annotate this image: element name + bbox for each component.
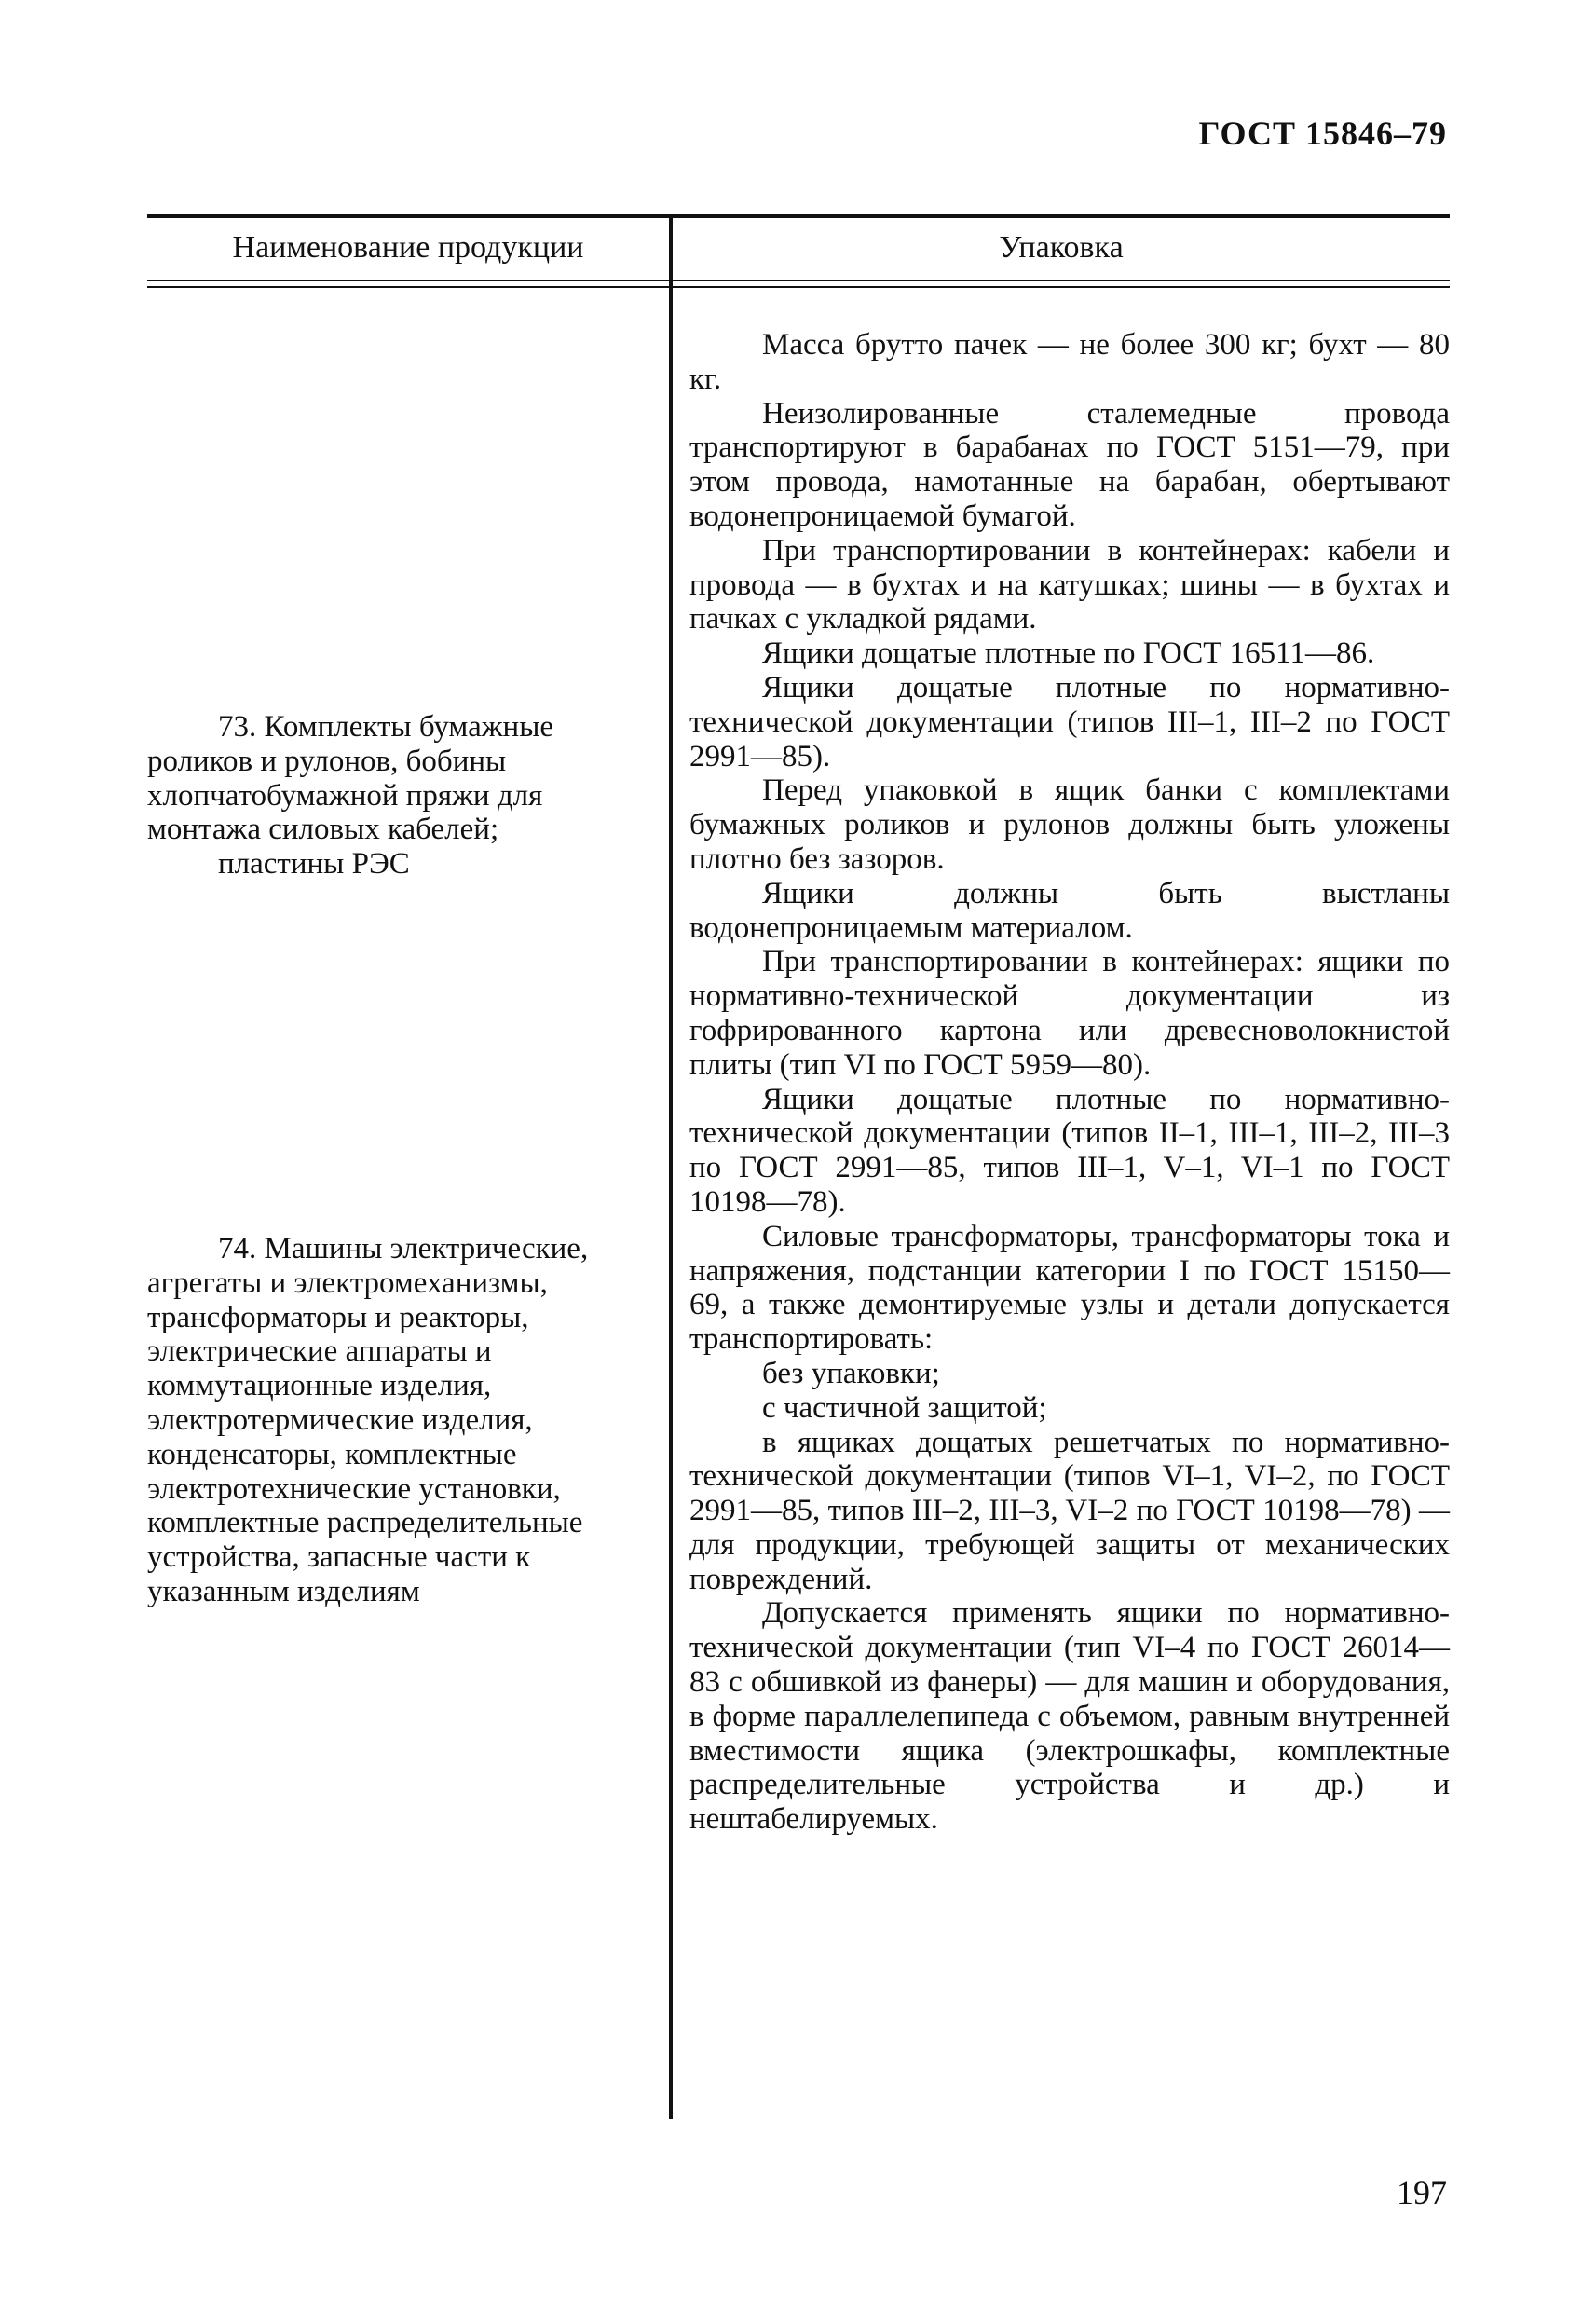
packaging-paragraph: Масса брутто пачек — не более 300 кг; бухт — 80 кг. (689, 328, 1450, 396)
column-header-product: Наименование продукции (232, 230, 584, 265)
packaging-paragraph: Ящики дощатые плотные по нормативно-технической документации (типов II–1, III–1, III–2, III–3 по ГОСТ 2991—85, типов III–1, V–1, VI–1 по ГОСТ 10198—78). (689, 1082, 1450, 1219)
product-item-73 (147, 710, 650, 882)
product-item-74 (147, 1232, 650, 1609)
table-top-rule (147, 214, 1450, 218)
column-divider (669, 214, 673, 2119)
product-item-73-subitem: пластины РЭС (218, 847, 410, 882)
packaging-paragraph: с частичной защитой; (762, 1390, 1047, 1425)
product-item-74-name: 74. Машины электрические, агрегаты и электромеханизмы, трансформаторы и реакторы, электрические аппараты и коммутационные изделия, электротермические изделия, конденсаторы, комплектные электротехнические установки, комплектные распределительные устройства, запасные части к указанным изделиям (147, 1232, 589, 1608)
header-double-rule-upper (147, 280, 1450, 281)
packaging-paragraph: Ящики дощатые плотные по нормативно-технической документации (типов III–1, III–2 по ГОСТ 2991—85). (689, 670, 1450, 773)
packaging-paragraph: в ящиках дощатых решетчатых по нормативно-технической документации (типов VI–1, VI–2, по ГОСТ 2991—85, типов III–2, III–3, VI–2 по ГОСТ 10198—78) — для продукции, требующей защиты от механических повреждений. (689, 1425, 1450, 1596)
header-double-rule-lower (147, 286, 1450, 288)
packaging-column (689, 328, 1450, 1837)
page-number: 197 (1397, 2174, 1447, 2211)
column-header-packaging: Упаковка (999, 230, 1124, 265)
packaging-paragraph: При транспортировании в контейнерах: кабели и провода — в бухтах и на катушках; шины — в бухтах и пачках с укладкой рядами. (689, 533, 1450, 636)
packaging-paragraph: Допускается применять ящики по нормативно-технической документации (тип VI–4 по ГОСТ 26014—83 с обшивкой из фанеры) — для машин и оборудования, в форме параллелепипеда с объемом, равным внутренней вместимости ящика (электрошкафы, комплектные распределительные устройства и др.) и нештабелируемых. (689, 1596, 1450, 1837)
packaging-paragraph: без упаковки; (762, 1356, 940, 1390)
product-item-73-name: 73. Комплекты бумажные роликов и рулонов, бобины хлопчатобумажной пряжи для монтажа силовых кабелей; (147, 710, 554, 847)
packaging-paragraph: Силовые трансформаторы, трансформаторы тока и напряжения, подстанции категории I по ГОСТ 15150—69, а также демонтируемые узлы и детали допускается транспортировать: (689, 1219, 1450, 1357)
packaging-paragraph: Ящики должны быть выстланы водонепроницаемым материалом. (689, 876, 1450, 945)
packaging-paragraph: Перед упаковкой в ящик банки с комплектами бумажных роликов и рулонов должны быть уложены плотно без зазоров. (689, 773, 1450, 876)
packaging-paragraph: Неизолированные сталемедные провода транспортируют в барабанах по ГОСТ 5151—79, при этом провода, намотанные на барабан, обертывают водонепроницаемой бумагой. (689, 396, 1450, 533)
document-code: ГОСТ 15846–79 (1198, 115, 1447, 152)
packaging-paragraph: При транспортировании в контейнерах: ящики по нормативно-технической документации из гофрированного картона или древесноволокнистой плиты (тип VI по ГОСТ 5959—80). (689, 945, 1450, 1082)
packaging-paragraph: Ящики дощатые плотные по ГОСТ 16511—86. (762, 636, 1375, 671)
